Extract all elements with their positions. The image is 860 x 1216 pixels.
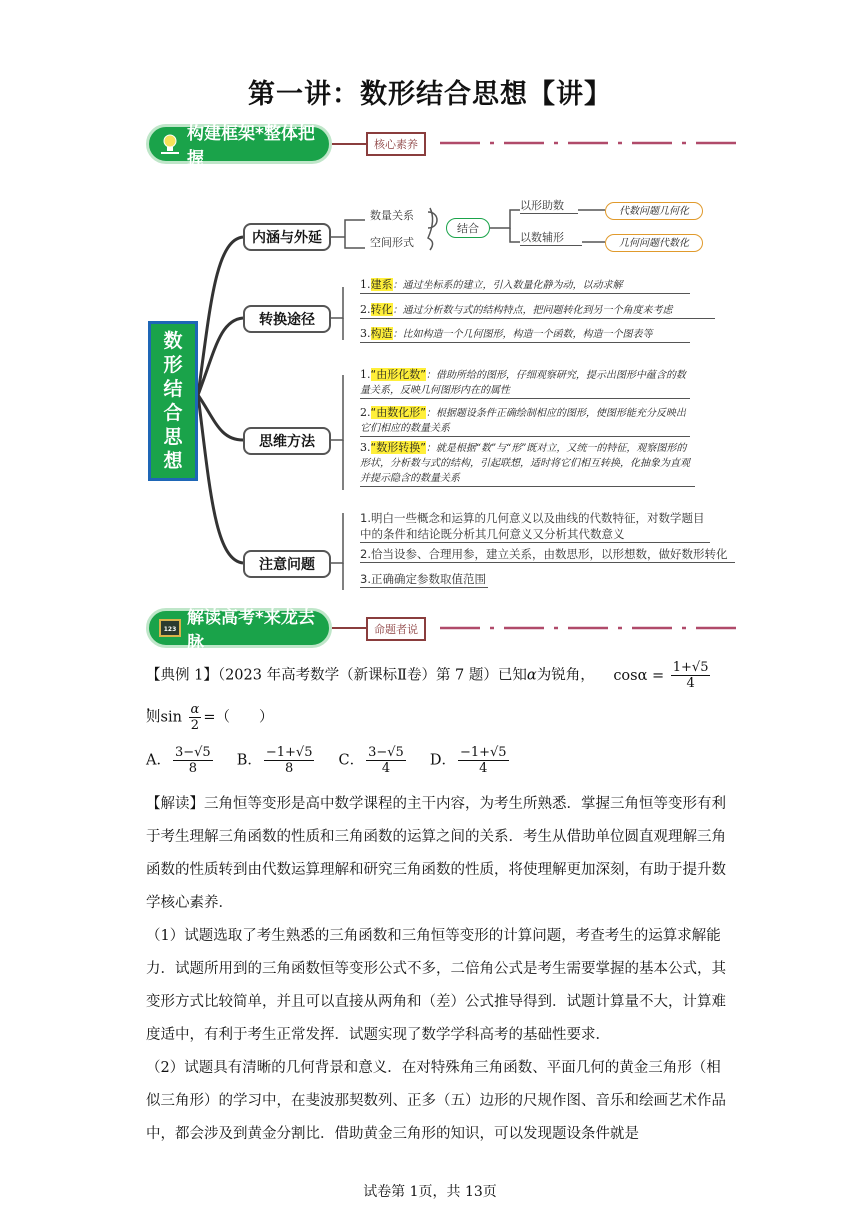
b4-item: 3.正确确定参数取值范围 — [360, 571, 488, 588]
root-char: 合 — [163, 402, 183, 424]
b1-pill-geometry: 几何问题代数化 — [605, 234, 703, 252]
root-char: 思 — [163, 426, 183, 448]
b1-quantity: 数量关系 — [370, 209, 414, 222]
banner-connector — [332, 143, 366, 145]
dash-dot-divider — [440, 623, 740, 633]
b1-pill-algebra: 代数问题几何化 — [605, 202, 703, 220]
section-banner-framework — [146, 124, 332, 169]
page-footer: 试卷第 1页，共 13页 — [363, 1184, 497, 1200]
b1-number-helps-shape: 以数辅形 — [520, 229, 582, 246]
root-char: 想 — [163, 450, 183, 472]
branch-connotation: 内涵与外延 — [243, 223, 331, 251]
example-ask: 则sin $\frac{\alpha}{2}$ =（ ） — [146, 702, 274, 733]
branch-conversion: 转换途径 — [243, 305, 331, 333]
root-char: 形 — [163, 354, 183, 376]
branch-notes: 注意问题 — [243, 550, 331, 578]
section-tag: 核心素养 — [366, 132, 426, 156]
root-char: 数 — [163, 330, 183, 352]
b4-item: 1.明白一些概念和运算的几何意义以及曲线的代数特征，对数学题目中的条件和结论既分析其几何意义又分析其代数意义 — [360, 510, 710, 543]
b1-space: 空间形式 — [370, 236, 414, 249]
page-title: 第一讲：数形结合思想【讲】 — [248, 79, 612, 110]
bulb-icon — [159, 133, 181, 155]
b2-item: 1.建系：通过坐标系的建立，引入数量化静为动，以动求解 — [360, 277, 690, 294]
abacus-icon — [159, 617, 181, 639]
option-b: B． $\frac{-1+√5}{8}$ — [236, 745, 313, 776]
analysis-paragraph: （2）试题具有清晰的几何背景和意义．在对特殊角三角函数、平面几何的黄金三角形（相似三角形）的学习中，在斐波那契数列、正多（五）边形的尺规作图、音乐和绘画艺术作品中，都会涉及到黄金分割比．借助黄金三角形的知识，可以发现题设条件就是 — [146, 1060, 726, 1142]
dash-dot-divider — [440, 138, 740, 148]
cos-fraction: $\frac{1+√5}{4}$ — [672, 660, 709, 691]
b2-item: 2.转化：通过分析数与式的结构特点，把问题转化到另一个角度来考虑 — [360, 302, 715, 319]
b3-item: 1.“由形化数”：借助所给的图形，仔细观察研究，提示出图形中蕴含的数量关系，反映几何图形内在的属性 — [360, 367, 690, 399]
banner-label: 解读高考*来龙去脉 — [187, 608, 315, 653]
banner-label: 构建框架*整体把握 — [187, 124, 315, 169]
option-a: A． $\frac{3-√5}{8}$ — [146, 745, 211, 776]
analysis-paragraph: 【解读】三角恒等变形是高中数学课程的主干内容，为考生所熟悉．掌握三角恒等变形有利于考生理解三角函数的性质和三角函数的运算之间的关系．考生从借助单位圆直观理解三角函数的性质转到由代数运算理解和研究三角函数的性质，将使理解更加深刻，有助于提升数学核心素养． — [146, 796, 726, 911]
banner-connector — [332, 627, 366, 629]
root-char: 结 — [163, 378, 183, 400]
b2-item: 3.构造：比如构造一个几何图形，构造一个函数，构造一个图表等 — [360, 326, 690, 343]
branch-thinking-method: 思维方法 — [243, 427, 331, 455]
analysis-paragraph: （1）试题选取了考生熟悉的三角函数和三角恒等变形的计算问题，考查考生的运算求解能力．试题所用到的三角函数恒等变形公式不多，二倍角公式是考生需要掌握的基本公式，其变形方式比较简单，并且可以直接从两角和（差）公式推导得到．试题计算量不大，计算难度适中，有利于考生正常发挥．试题实现了数学学科高考的基础性要求． — [146, 928, 726, 1043]
section-tag: 命题者说 — [366, 617, 426, 641]
b3-item: 3.“数形转换”：就是根据“数”与“形”既对立，又统一的特征，观察图形的形状，分析数与式的结构，引起联想，适时将它们相互转换，化抽象为直观并提示隐含的数量关系 — [360, 440, 695, 487]
b3-item: 2.“由数化形”：根据题设条件正确绘制相应的图形，使图形能充分反映出它们相应的数量关系 — [360, 405, 690, 437]
example-question: 【典例 1】（2023 年高考数学（新课标Ⅱ卷）第 7 题）已知α为锐角， cosα = $\frac{1+√5}{4}$ ， — [146, 660, 709, 714]
option-c: C． $\frac{3-√5}{4}$ — [338, 745, 404, 776]
b4-item: 2.恰当设参、合理用参，建立关系，由数思形，以形想数，做好数形转化 — [360, 546, 735, 563]
mindmap-root — [148, 321, 198, 481]
svg-text:123: 123 — [163, 626, 177, 633]
section-banner-exam — [146, 608, 332, 653]
b1-shape-helps-number: 以形助数 — [520, 197, 578, 214]
b1-combine: 结合 — [446, 218, 490, 238]
example-options — [146, 745, 511, 776]
option-d: D． $\frac{-1+√5}{4}$ — [429, 745, 507, 776]
